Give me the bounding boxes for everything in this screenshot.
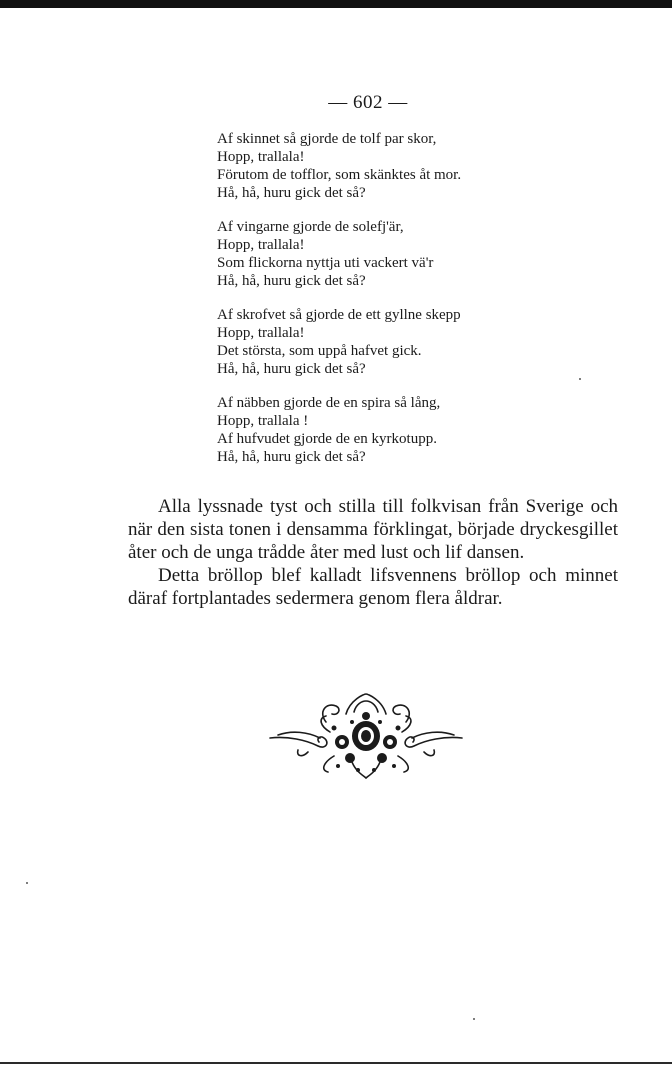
floral-vignette-icon — [268, 692, 464, 780]
top-page-edge — [0, 0, 672, 8]
page-number: — 602 — — [328, 92, 408, 113]
verse-line: Hå, hå, huru gick det så? — [217, 273, 366, 289]
verse-line: Förutom de tofflor, som skänktes åt mor. — [217, 167, 462, 183]
verse-line: Af skrofvet så gjorde de ett gyllne skepp — [217, 307, 461, 323]
verse-line: Som flickorna nyttja uti vackert vä'r — [217, 255, 434, 271]
verse-line: Af näbben gjorde de en spira så lång, — [217, 395, 441, 411]
poem-stanza — [217, 218, 517, 290]
verse-line: Hopp, trallala! — [217, 149, 305, 165]
verse-line: Hå, hå, huru gick det så? — [217, 361, 366, 377]
print-speck — [473, 1018, 475, 1020]
bottom-page-edge — [0, 1062, 672, 1064]
verse-line: Det största, som uppå hafvet gick. — [217, 343, 422, 359]
print-speck — [26, 882, 28, 884]
verse-line: Hå, hå, huru gick det så? — [217, 185, 366, 201]
verse-line: Af skinnet så gjorde de tolf par skor, — [217, 131, 437, 147]
verse-line: Hopp, trallala! — [217, 325, 305, 341]
verse-line: Hopp, trallala ! — [217, 413, 309, 429]
print-speck — [579, 378, 581, 380]
verse-line: Af hufvudet gjorde de en kyrkotupp. — [217, 431, 437, 447]
folk-song-poem — [217, 130, 517, 482]
poem-stanza — [217, 394, 517, 466]
prose-paragraph: Alla lyssnade tyst och stilla till folkvisan från Sverige och när den sista tonen i densamma förklingat, började dryckesgillet åter och de unga trådde åter med lust och lif dansen. — [128, 496, 618, 563]
verse-line: Hå, hå, huru gick det så? — [217, 449, 366, 465]
prose-body — [128, 495, 618, 610]
verse-line: Af vingarne gjorde de solefj'är, — [217, 219, 404, 235]
verse-line: Hopp, trallala! — [217, 237, 305, 253]
poem-stanza — [217, 306, 517, 378]
poem-stanza — [217, 130, 517, 202]
prose-paragraph: Detta bröllop blef kalladt lifsvennens bröllop och minnet däraf fortplantades sedermera genom flera åldrar. — [128, 565, 618, 609]
